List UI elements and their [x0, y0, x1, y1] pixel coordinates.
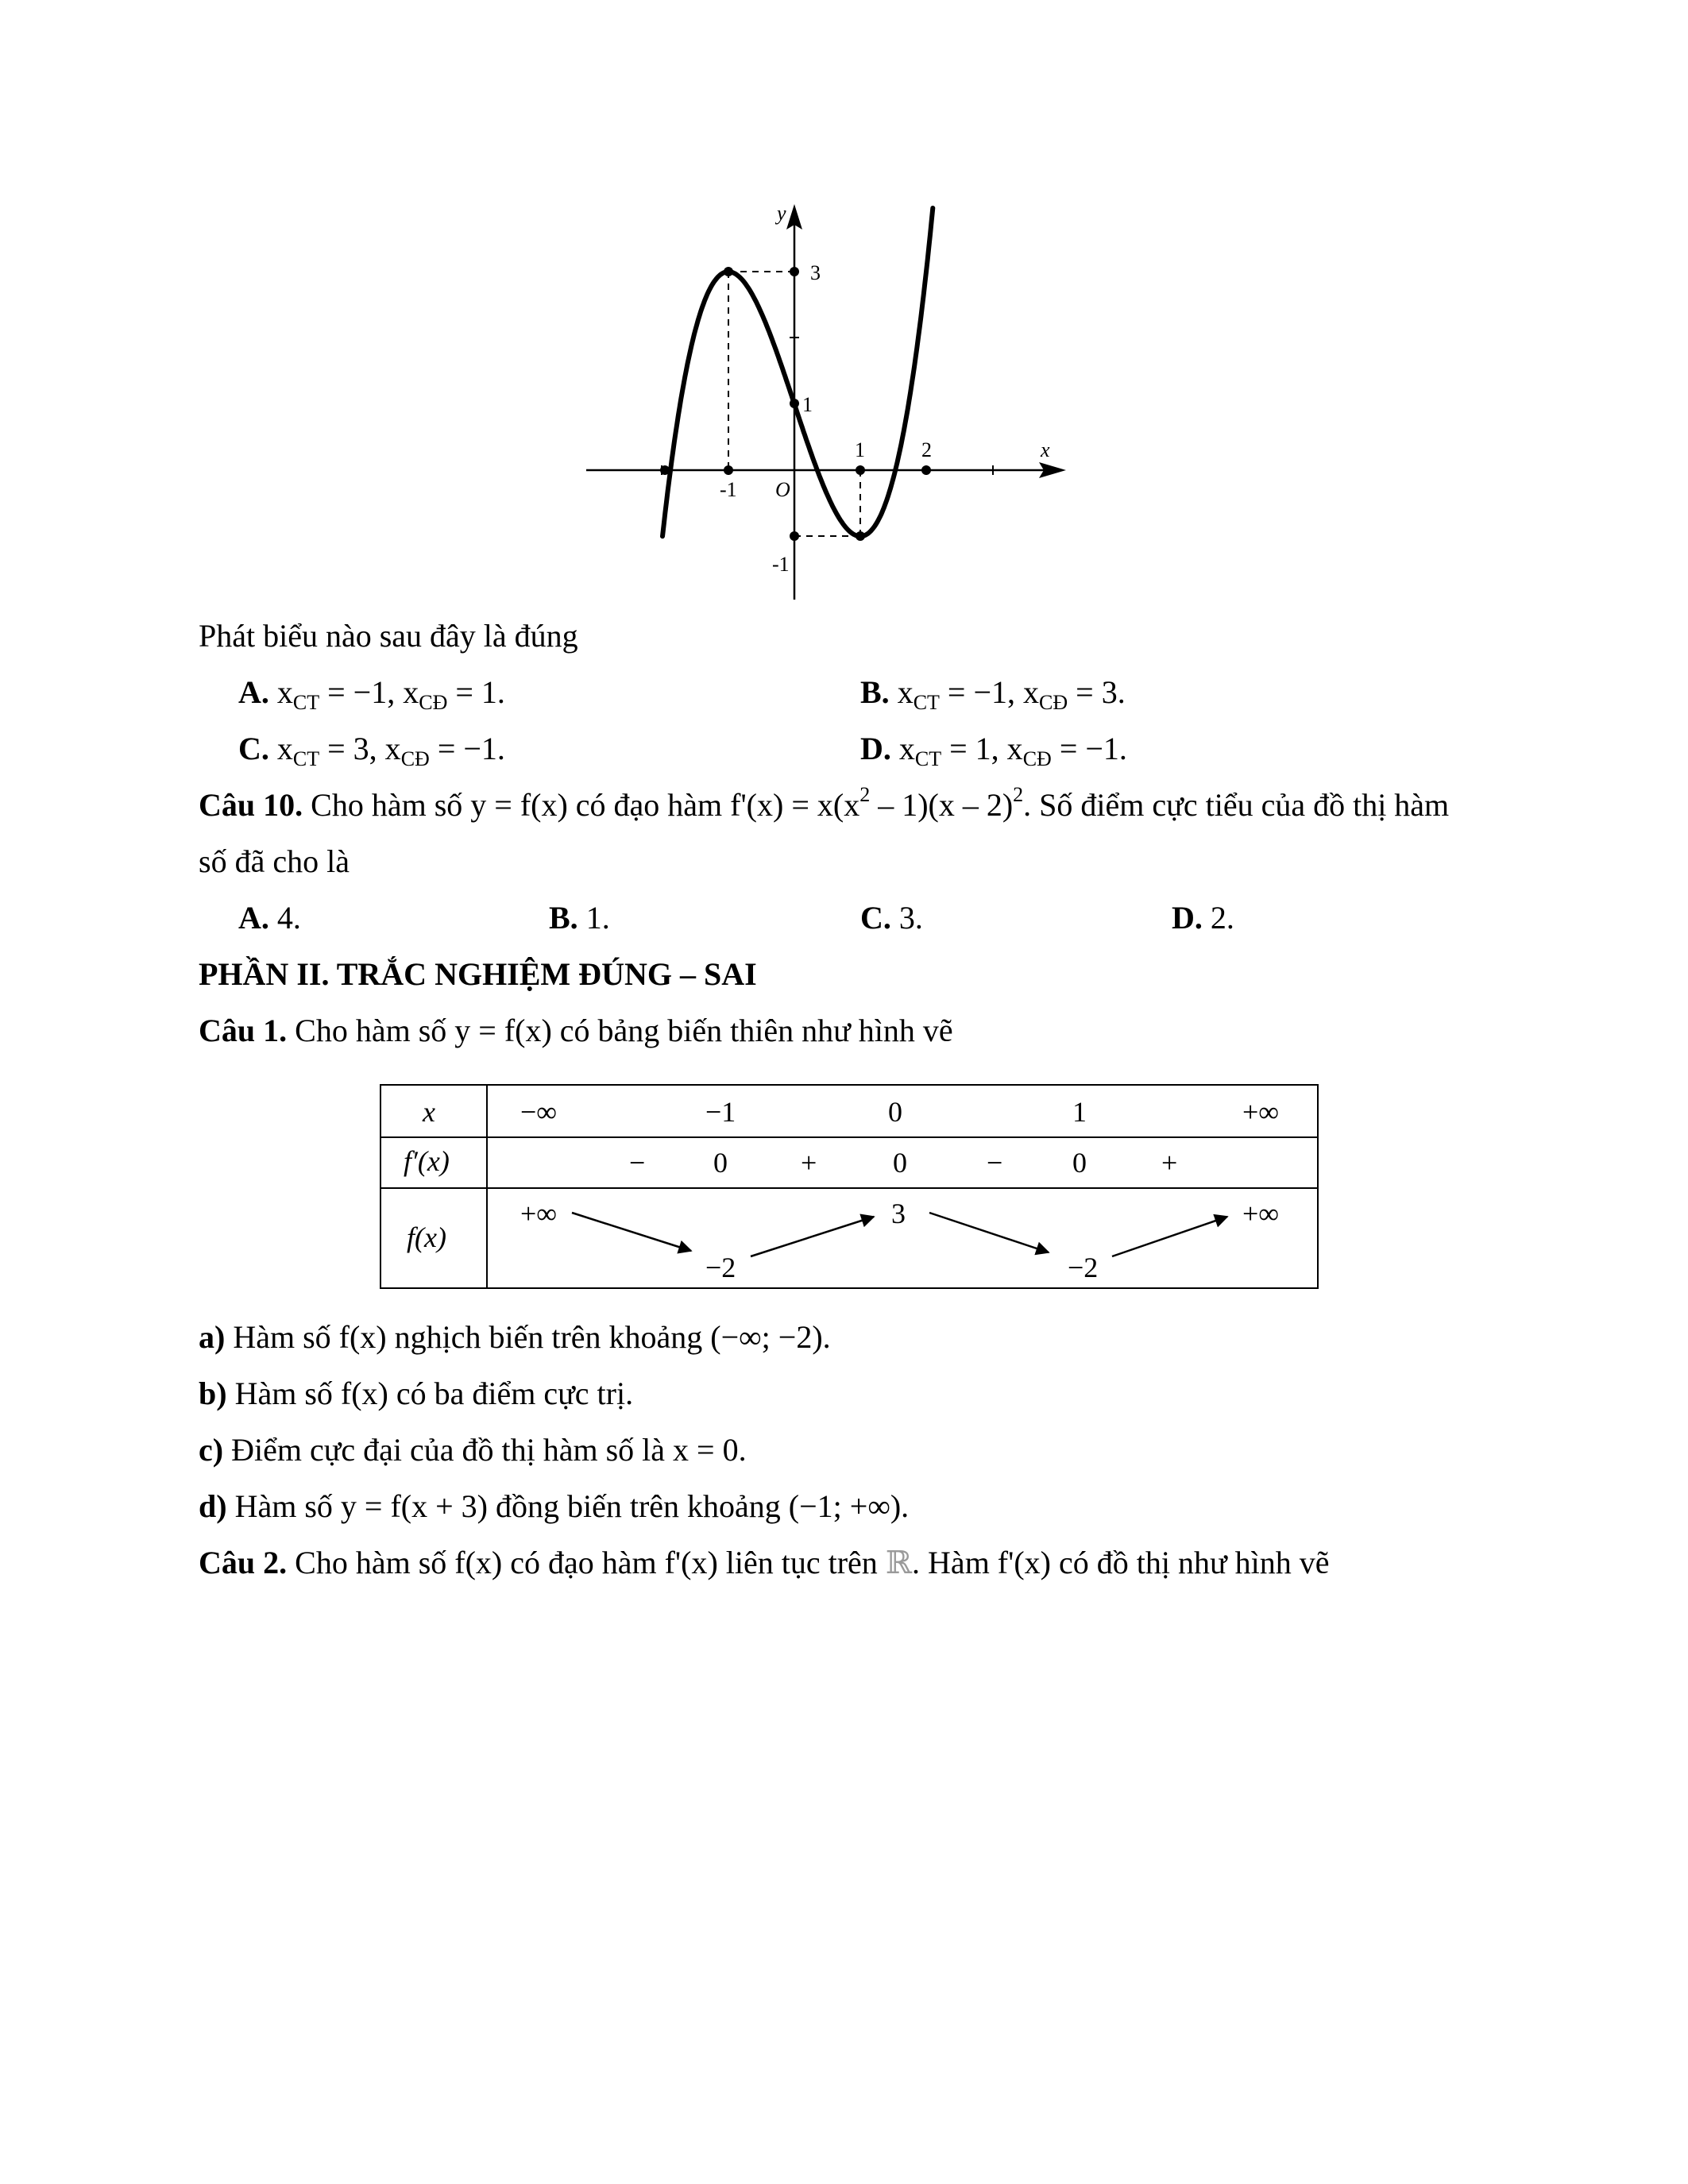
point-x2 [921, 465, 931, 475]
x-value: 1 [1072, 1096, 1087, 1128]
x-value: −1 [705, 1096, 736, 1128]
c1-statement-d: d) Hàm số y = f(x + 3) đồng biến trên khoảng (−1; +∞). [199, 1488, 910, 1524]
fprime-zero: 0 [1072, 1147, 1087, 1179]
q9-option-letter: A. [238, 674, 269, 710]
row-label-f: f(x) [407, 1221, 446, 1253]
arrow-decreasing [929, 1213, 1049, 1252]
q10-option-b: B. 1. [549, 900, 610, 936]
f-value: +∞ [1242, 1198, 1279, 1229]
fprime-zero: 0 [713, 1147, 728, 1179]
f-value: −2 [705, 1252, 736, 1283]
fprime-sign: − [629, 1147, 646, 1179]
c1-statement-c: c) Điểm cực đại của đồ thị hàm số là x = 0. [199, 1432, 747, 1468]
origin-label: O [775, 478, 790, 501]
x-value: 0 [888, 1096, 902, 1128]
q10-text: Câu 10. Cho hàm số y = f(x) có đạo hàm $f'(x) = x(x^2 - 1)(x - 2)^2$. Số điểm cực tiểu của đồ thị hàm [199, 783, 1450, 823]
q9-option-d: D. $x_{CT} = 1$, $x_{CĐ} = -1$. [860, 731, 1127, 770]
point-x1 [856, 465, 865, 475]
q10-label: Câu 10. [199, 787, 303, 823]
fprime-sign: − [987, 1147, 1003, 1179]
f-value: +∞ [520, 1198, 557, 1229]
point-min [856, 531, 865, 541]
function-graph [580, 195, 1072, 608]
f-value: 3 [891, 1198, 906, 1229]
q10-option-a: A. 4. [238, 900, 301, 936]
variation-arrows [381, 1189, 1317, 1287]
variation-table [380, 1084, 1319, 1289]
q9-prompt: Phát biểu nào sau đây là đúng [199, 618, 578, 654]
q9-option-c: C. $x_{CT} = 3$, $x_{CĐ} = -1$. [238, 731, 505, 770]
tick-label-y3: 3 [810, 261, 821, 284]
point-root-left [660, 465, 670, 475]
x-value: +∞ [1242, 1096, 1279, 1128]
point-ym1 [790, 531, 799, 541]
tick-label-y1: 1 [802, 393, 813, 416]
point-y-intercept [790, 399, 799, 408]
point-max [724, 267, 733, 276]
fprime-zero: 0 [893, 1147, 907, 1179]
y-axis-label: y [777, 202, 786, 225]
x-axis-label: x [1041, 438, 1050, 461]
q10-option-d: D. 2. [1172, 900, 1234, 936]
tick-label-x2: 2 [921, 438, 932, 461]
q9-option-letter: C. [238, 731, 269, 766]
x-value: −∞ [520, 1096, 557, 1128]
tick-label-ym1: -1 [772, 553, 790, 576]
row-label-x: x [423, 1096, 435, 1128]
q10-text-line2: số đã cho là [199, 843, 350, 879]
cubic-curve [662, 208, 933, 536]
q10-option-c: C. 3. [860, 900, 923, 936]
f-value: −2 [1068, 1252, 1099, 1283]
arrow-increasing [751, 1217, 874, 1256]
row-label-fprime: f′(x) [404, 1145, 450, 1177]
real-numbers-symbol: ℝ [885, 1545, 913, 1580]
tick-label-xm1: -1 [720, 478, 737, 501]
c1-statement-a: a) Hàm số f(x) nghịch biến trên khoảng (−∞; −2). [199, 1319, 831, 1355]
c1-text: Câu 1. Cho hàm số y = f(x) có bảng biến thiên như hình vẽ [199, 1013, 953, 1048]
q9-option-b: B. $x_{CT} = -1$, $x_{CĐ} = 3$. [860, 674, 1126, 714]
arrow-decreasing [572, 1213, 691, 1251]
q9-option-letter: D. [860, 731, 891, 766]
c1-statement-b: b) Hàm số f(x) có ba điểm cực trị. [199, 1376, 634, 1411]
c2-label: Câu 2. [199, 1545, 288, 1580]
tick-label-x1: 1 [855, 438, 865, 461]
fprime-sign: + [801, 1147, 817, 1179]
point-x-1 [724, 465, 733, 475]
q9-option-a: A. $x_{CT} = -1$, $x_{CĐ} = 1$. [238, 674, 505, 714]
fprime-sign: + [1161, 1147, 1178, 1179]
point-y3 [790, 267, 799, 276]
part2-heading: PHẦN II. TRẮC NGHIỆM ĐÚNG – SAI [199, 956, 757, 992]
c2-text: Câu 2. Cho hàm số f(x) có đạo hàm f'(x) liên tục trên ℝ. Hàm f'(x) có đồ thị như hình vẽ [199, 1545, 1330, 1580]
arrow-increasing [1112, 1217, 1227, 1256]
c1-label: Câu 1. [199, 1013, 288, 1048]
q9-option-letter: B. [860, 674, 890, 710]
